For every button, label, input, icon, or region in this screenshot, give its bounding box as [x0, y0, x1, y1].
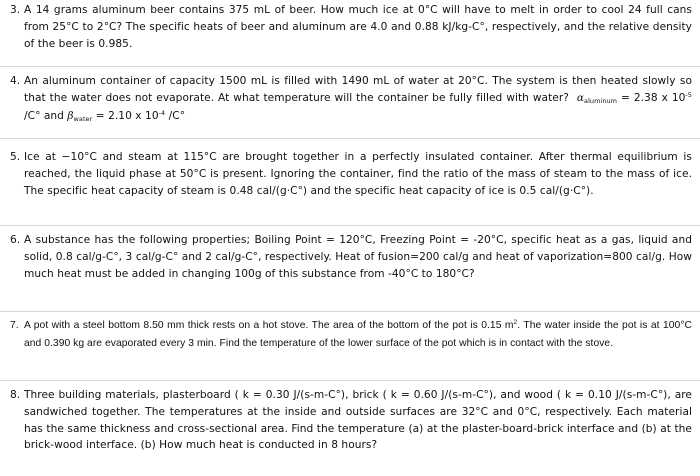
problem-text: A substance has the following properties; Boiling Point = 120°C, Freezing Point = -20°C, specific heat as a gas, liquid and solid, 0.8 cal/g-C°, 3 cal/g-C° and 2 cal/g-C°, respectively. Heat of fusion=200 cal/g and heat of vaporization=800 cal/g. How much heat must be added in changing 100g of this substance from -40°C to 180°C? — [24, 234, 692, 280]
divider — [0, 225, 700, 226]
problem-text: A 14 grams aluminum beer contains 375 mL of beer. How much ice at 0°C will have to melt in order to cool 24 full cans from 25°C to 2°C? The specific heats of beer and aluminum are 4.0 and 0.88 kJ/kg-C°, respectively, and the relative density of the beer is 0.985. — [24, 4, 692, 50]
problem-4 — [10, 73, 692, 125]
problem-body: An aluminum container of capacity 1500 mL is filled with 1490 mL of water at 20°C. The system is then heated slowly so that the water does not evaporate. At what temperature will the container be fully filled with water? — [24, 75, 692, 104]
problem-number: 7. — [10, 320, 19, 331]
alpha-value: = 2.38 x 10 — [621, 91, 686, 104]
problem-body-b: . The water inside the pot is at 100°C and 0.390 kg are evaporated every 3 min. Find the temperature of the lower surface of the pot which is in contact with the stove. — [24, 320, 692, 349]
problem-number: 3. — [10, 4, 21, 16]
alpha-unit: /C° — [24, 109, 41, 122]
problem-text: Three building materials, plasterboard ( k = 0.30 J/(s-m-C°), brick ( k = 0.60 J/(s-m-C°), and wood ( k = 0.10 J/(s-m-C°), are sandwiched together. The temperatures at the inside and outside surfaces are 32°C and 0°C, respectively. Each material has the same thickness and cross-sectional area. Find the temperature (a) at the plaster-board-brick interface and (b) at the brick-wood interface. (b) How much heat is conducted in 8 hours? — [24, 389, 692, 452]
problem-text: Ice at −10°C and steam at 115°C are brought together in a perfectly insulated container. After thermal equilibrium is reached, the liquid phase at 50°C is present. Ignoring the container, find the ratio of the mass of steam to the mass of ice. The specific heat capacity of steam is 0.48 cal/(g·C°) and the specific heat capacity of ice is 0.5 cal/(g·C°). — [24, 151, 692, 197]
beta-subscript: water — [73, 114, 93, 123]
problem-5 — [10, 149, 692, 199]
problem-3 — [10, 2, 692, 52]
problem-text — [24, 318, 692, 353]
problem-8 — [10, 387, 692, 454]
problem-body-a: A pot with a steel bottom 8.50 mm thick rests on a hot stove. The area of the bottom of the pot is 0.15 m — [24, 320, 514, 331]
divider — [0, 138, 700, 139]
problem-text — [24, 73, 692, 125]
divider — [0, 311, 700, 312]
divider — [0, 66, 700, 67]
problem-number: 8. — [10, 389, 21, 401]
alpha-symbol: α — [576, 91, 585, 104]
alpha-exponent: -5 — [685, 90, 692, 99]
problem-number: 5. — [10, 151, 21, 163]
alpha-subscript: aluminum — [584, 96, 618, 105]
divider — [0, 380, 700, 381]
beta-exponent: -4 — [158, 108, 166, 117]
superscript-2: 2 — [513, 319, 518, 326]
beta-value: = 2.10 x 10 — [95, 109, 159, 122]
and-word: and — [43, 109, 64, 122]
problem-number: 6. — [10, 234, 21, 246]
beta-unit: /C° — [168, 109, 186, 122]
problem-number: 4. — [10, 75, 21, 87]
beta-symbol: β — [67, 109, 74, 122]
problem-6 — [10, 232, 692, 282]
problem-7 — [10, 318, 692, 353]
